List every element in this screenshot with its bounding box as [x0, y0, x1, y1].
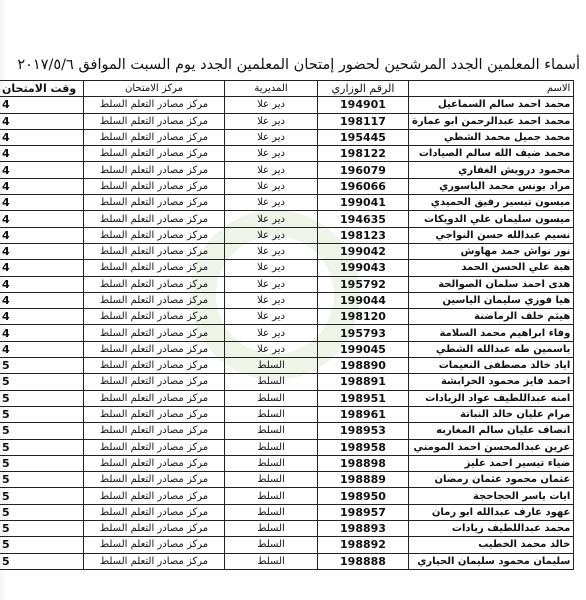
- cell-exam-center: مركز مصادر التعلم السلط: [84, 195, 225, 211]
- cell-directorate: دير علا: [225, 97, 318, 113]
- cell-ministry-number: 198950: [318, 488, 409, 504]
- cell-name: ميسون تيسير رفيق الحميدي: [409, 195, 574, 211]
- cell-directorate: دير علا: [225, 243, 318, 259]
- cell-name: ميسون سليمان علي الدويكات: [409, 211, 574, 227]
- cell-directorate: السلط: [225, 390, 318, 406]
- cell-ministry-number: 198888: [318, 553, 409, 569]
- cell-exam-time: 5: [0, 423, 84, 439]
- cell-ministry-number: 199044: [318, 292, 409, 308]
- cell-directorate: السلط: [225, 472, 318, 488]
- cell-exam-time: 4: [0, 292, 84, 308]
- cell-ministry-number: 198123: [318, 227, 409, 243]
- table-row: [0, 276, 574, 292]
- cell-name: مراد يونس محمد الياسوري: [409, 178, 574, 194]
- cell-name: اياد خالد مصطفى النعيمات: [409, 358, 574, 374]
- cell-exam-time: 5: [0, 537, 84, 553]
- cell-directorate: السلط: [225, 406, 318, 422]
- cell-exam-time: 4: [0, 243, 84, 259]
- cell-exam-center: مركز مصادر التعلم السلط: [84, 276, 225, 292]
- cell-ministry-number: 194901: [318, 97, 409, 113]
- table-row: [0, 260, 574, 276]
- cell-exam-time: 4: [0, 178, 84, 194]
- cell-directorate: السلط: [225, 553, 318, 569]
- table-row: [0, 325, 574, 341]
- cell-exam-center: مركز مصادر التعلم السلط: [84, 243, 225, 259]
- cell-ministry-number: 195793: [318, 325, 409, 341]
- cell-ministry-number: 195792: [318, 276, 409, 292]
- header-directorate: المديرية: [225, 81, 318, 97]
- cell-directorate: السلط: [225, 488, 318, 504]
- cell-exam-time: 5: [0, 553, 84, 569]
- cell-exam-center: مركز مصادر التعلم السلط: [84, 178, 225, 194]
- cell-name: محمد عبداللطيف زيادات: [409, 521, 574, 537]
- cell-directorate: دير علا: [225, 146, 318, 162]
- table-row: [0, 488, 574, 504]
- cell-name: هيا فوزي سليمان الياسين: [409, 292, 574, 308]
- table-row: [0, 504, 574, 520]
- cell-exam-time: 4: [0, 195, 84, 211]
- cell-name: محمد احمد عبدالرحمن ابو عمارة: [409, 113, 574, 129]
- cell-directorate: دير علا: [225, 211, 318, 227]
- cell-name: محمد جميل محمد الشطي: [409, 129, 574, 145]
- cell-ministry-number: 198898: [318, 455, 409, 471]
- cell-directorate: السلط: [225, 455, 318, 471]
- cell-directorate: دير علا: [225, 341, 318, 357]
- cell-name: سليمان محمود سليمان الحياري: [409, 553, 574, 569]
- cell-directorate: السلط: [225, 358, 318, 374]
- table-body: [0, 97, 574, 570]
- cell-exam-time: 4: [0, 113, 84, 129]
- cell-exam-center: مركز مصادر التعلم السلط: [84, 325, 225, 341]
- cell-ministry-number: 198117: [318, 113, 409, 129]
- cell-exam-time: 4: [0, 129, 84, 145]
- table-row: [0, 211, 574, 227]
- cell-name: هيثم خلف الرماضنة: [409, 309, 574, 325]
- cell-ministry-number: 199041: [318, 195, 409, 211]
- table-row: [0, 195, 574, 211]
- header-exam-center: مركز الامتحان: [84, 81, 225, 97]
- header-exam-time: وقت الامتحان: [0, 81, 84, 97]
- table-row: [0, 423, 574, 439]
- cell-exam-time: 4: [0, 325, 84, 341]
- cell-exam-time: 5: [0, 390, 84, 406]
- cell-exam-time: 4: [0, 97, 84, 113]
- table-row: [0, 227, 574, 243]
- cell-ministry-number: 198953: [318, 423, 409, 439]
- cell-exam-center: مركز مصادر التعلم السلط: [84, 553, 225, 569]
- cell-exam-time: 5: [0, 455, 84, 471]
- cell-exam-center: مركز مصادر التعلم السلط: [84, 113, 225, 129]
- cell-ministry-number: 199043: [318, 260, 409, 276]
- cell-name: ضياء تيسير احمد عليز: [409, 455, 574, 471]
- cell-name: هدى احمد سلمان الصوالحة: [409, 276, 574, 292]
- cell-directorate: دير علا: [225, 113, 318, 129]
- table-row: [0, 146, 574, 162]
- cell-ministry-number: 198892: [318, 537, 409, 553]
- cell-name: ياسمين طه عبدالله الشطي: [409, 341, 574, 357]
- cell-ministry-number: 195445: [318, 129, 409, 145]
- cell-exam-time: 4: [0, 260, 84, 276]
- cell-exam-time: 5: [0, 488, 84, 504]
- cell-exam-center: مركز مصادر التعلم السلط: [84, 504, 225, 520]
- cell-exam-center: مركز مصادر التعلم السلط: [84, 292, 225, 308]
- table-row: [0, 553, 574, 569]
- cell-ministry-number: 198958: [318, 439, 409, 455]
- cell-directorate: دير علا: [225, 162, 318, 178]
- cell-name: نسيم عبدالله حسن النواجي: [409, 227, 574, 243]
- cell-name: مرام عليان خالد النباتة: [409, 406, 574, 422]
- table-row: [0, 129, 574, 145]
- cell-ministry-number: 198893: [318, 521, 409, 537]
- cell-exam-center: مركز مصادر التعلم السلط: [84, 455, 225, 471]
- cell-exam-center: مركز مصادر التعلم السلط: [84, 390, 225, 406]
- cell-name: نور نواش حمد مهاوش: [409, 243, 574, 259]
- cell-exam-time: 5: [0, 472, 84, 488]
- cell-directorate: السلط: [225, 374, 318, 390]
- cell-exam-time: 4: [0, 146, 84, 162]
- table-row: [0, 472, 574, 488]
- cell-name: انصاف عليان سالم المغاربه: [409, 423, 574, 439]
- document-title: أسماء المعلمين الجدد المرشحين لحضور إمتحان المعلمين الجدد يوم السبت الموافق ٢٠١٧/٥/٦: [17, 57, 580, 73]
- cell-ministry-number: 198957: [318, 504, 409, 520]
- cell-exam-center: مركز مصادر التعلم السلط: [84, 521, 225, 537]
- table-row: [0, 243, 574, 259]
- cell-name: عهود عارف عبدالله ابو رمان: [409, 504, 574, 520]
- cell-directorate: دير علا: [225, 309, 318, 325]
- header-name: الاسم: [409, 81, 574, 97]
- table-row: [0, 292, 574, 308]
- cell-name: احمد فايز محمود الخرابشة: [409, 374, 574, 390]
- cell-directorate: السلط: [225, 439, 318, 455]
- cell-directorate: دير علا: [225, 276, 318, 292]
- table-row: [0, 162, 574, 178]
- cell-exam-center: مركز مصادر التعلم السلط: [84, 211, 225, 227]
- cell-ministry-number: 198889: [318, 472, 409, 488]
- cell-name: محمود درويش الغفاري: [409, 162, 574, 178]
- cell-exam-center: مركز مصادر التعلم السلط: [84, 129, 225, 145]
- cell-name: امنه عبداللطيف عواد الزيادات: [409, 390, 574, 406]
- cell-directorate: السلط: [225, 521, 318, 537]
- cell-ministry-number: 198891: [318, 374, 409, 390]
- cell-name: وفاء ابراهيم محمد السلامة: [409, 325, 574, 341]
- cell-ministry-number: 198961: [318, 406, 409, 422]
- cell-ministry-number: 196079: [318, 162, 409, 178]
- cell-exam-time: 5: [0, 504, 84, 520]
- cell-exam-center: مركز مصادر التعلم السلط: [84, 309, 225, 325]
- table-row: [0, 455, 574, 471]
- cell-exam-center: مركز مصادر التعلم السلط: [84, 423, 225, 439]
- cell-exam-center: مركز مصادر التعلم السلط: [84, 341, 225, 357]
- table-row: [0, 521, 574, 537]
- table-row: [0, 374, 574, 390]
- cell-directorate: دير علا: [225, 129, 318, 145]
- cell-exam-center: مركز مصادر التعلم السلط: [84, 97, 225, 113]
- table-row: [0, 178, 574, 194]
- cell-exam-time: 4: [0, 227, 84, 243]
- cell-directorate: دير علا: [225, 292, 318, 308]
- cell-directorate: دير علا: [225, 178, 318, 194]
- table-header-row: [0, 81, 574, 97]
- cell-exam-center: مركز مصادر التعلم السلط: [84, 227, 225, 243]
- cell-directorate: دير علا: [225, 260, 318, 276]
- cell-ministry-number: 199042: [318, 243, 409, 259]
- cell-exam-center: مركز مصادر التعلم السلط: [84, 260, 225, 276]
- table-row: [0, 113, 574, 129]
- cell-exam-time: 4: [0, 276, 84, 292]
- cell-directorate: دير علا: [225, 227, 318, 243]
- table-row: [0, 309, 574, 325]
- table-row: [0, 358, 574, 374]
- cell-name: هبة علي الحسن الحمد: [409, 260, 574, 276]
- cell-exam-center: مركز مصادر التعلم السلط: [84, 358, 225, 374]
- cell-name: ايات ياسر الحجاحجة: [409, 488, 574, 504]
- cell-exam-center: مركز مصادر التعلم السلط: [84, 439, 225, 455]
- cell-exam-time: 4: [0, 211, 84, 227]
- cell-ministry-number: 196066: [318, 178, 409, 194]
- cell-directorate: السلط: [225, 537, 318, 553]
- cell-exam-time: 5: [0, 439, 84, 455]
- header-ministry-number: الرقم الوزاري: [318, 81, 409, 97]
- cell-exam-center: مركز مصادر التعلم السلط: [84, 472, 225, 488]
- cell-exam-time: 4: [0, 341, 84, 357]
- cell-exam-time: 4: [0, 309, 84, 325]
- cell-exam-center: مركز مصادر التعلم السلط: [84, 162, 225, 178]
- cell-exam-time: 4: [0, 162, 84, 178]
- cell-ministry-number: 199045: [318, 341, 409, 357]
- cell-ministry-number: 194635: [318, 211, 409, 227]
- cell-directorate: السلط: [225, 504, 318, 520]
- cell-ministry-number: 198890: [318, 358, 409, 374]
- cell-directorate: السلط: [225, 423, 318, 439]
- cell-name: عرين عبدالمحسن احمد المومني: [409, 439, 574, 455]
- table-row: [0, 341, 574, 357]
- cell-ministry-number: 198122: [318, 146, 409, 162]
- cell-ministry-number: 198120: [318, 309, 409, 325]
- table-row: [0, 439, 574, 455]
- table-row: [0, 406, 574, 422]
- cell-directorate: دير علا: [225, 325, 318, 341]
- cell-ministry-number: 198951: [318, 390, 409, 406]
- table-row: [0, 390, 574, 406]
- cell-exam-time: 5: [0, 521, 84, 537]
- cell-exam-time: 5: [0, 374, 84, 390]
- candidates-table: [0, 80, 574, 570]
- cell-exam-center: مركز مصادر التعلم السلط: [84, 374, 225, 390]
- cell-exam-center: مركز مصادر التعلم السلط: [84, 406, 225, 422]
- cell-name: محمد احمد سالم السماعيل: [409, 97, 574, 113]
- table-row: [0, 97, 574, 113]
- cell-exam-center: مركز مصادر التعلم السلط: [84, 537, 225, 553]
- cell-exam-center: مركز مصادر التعلم السلط: [84, 146, 225, 162]
- cell-name: خالد محمد الخطيب: [409, 537, 574, 553]
- table-row: [0, 537, 574, 553]
- cell-exam-center: مركز مصادر التعلم السلط: [84, 488, 225, 504]
- cell-exam-time: 5: [0, 358, 84, 374]
- cell-name: عثمان محمود عثمان رمضان: [409, 472, 574, 488]
- cell-exam-time: 5: [0, 406, 84, 422]
- cell-directorate: دير علا: [225, 195, 318, 211]
- cell-name: محمد ضيف الله سالم الصيادات: [409, 146, 574, 162]
